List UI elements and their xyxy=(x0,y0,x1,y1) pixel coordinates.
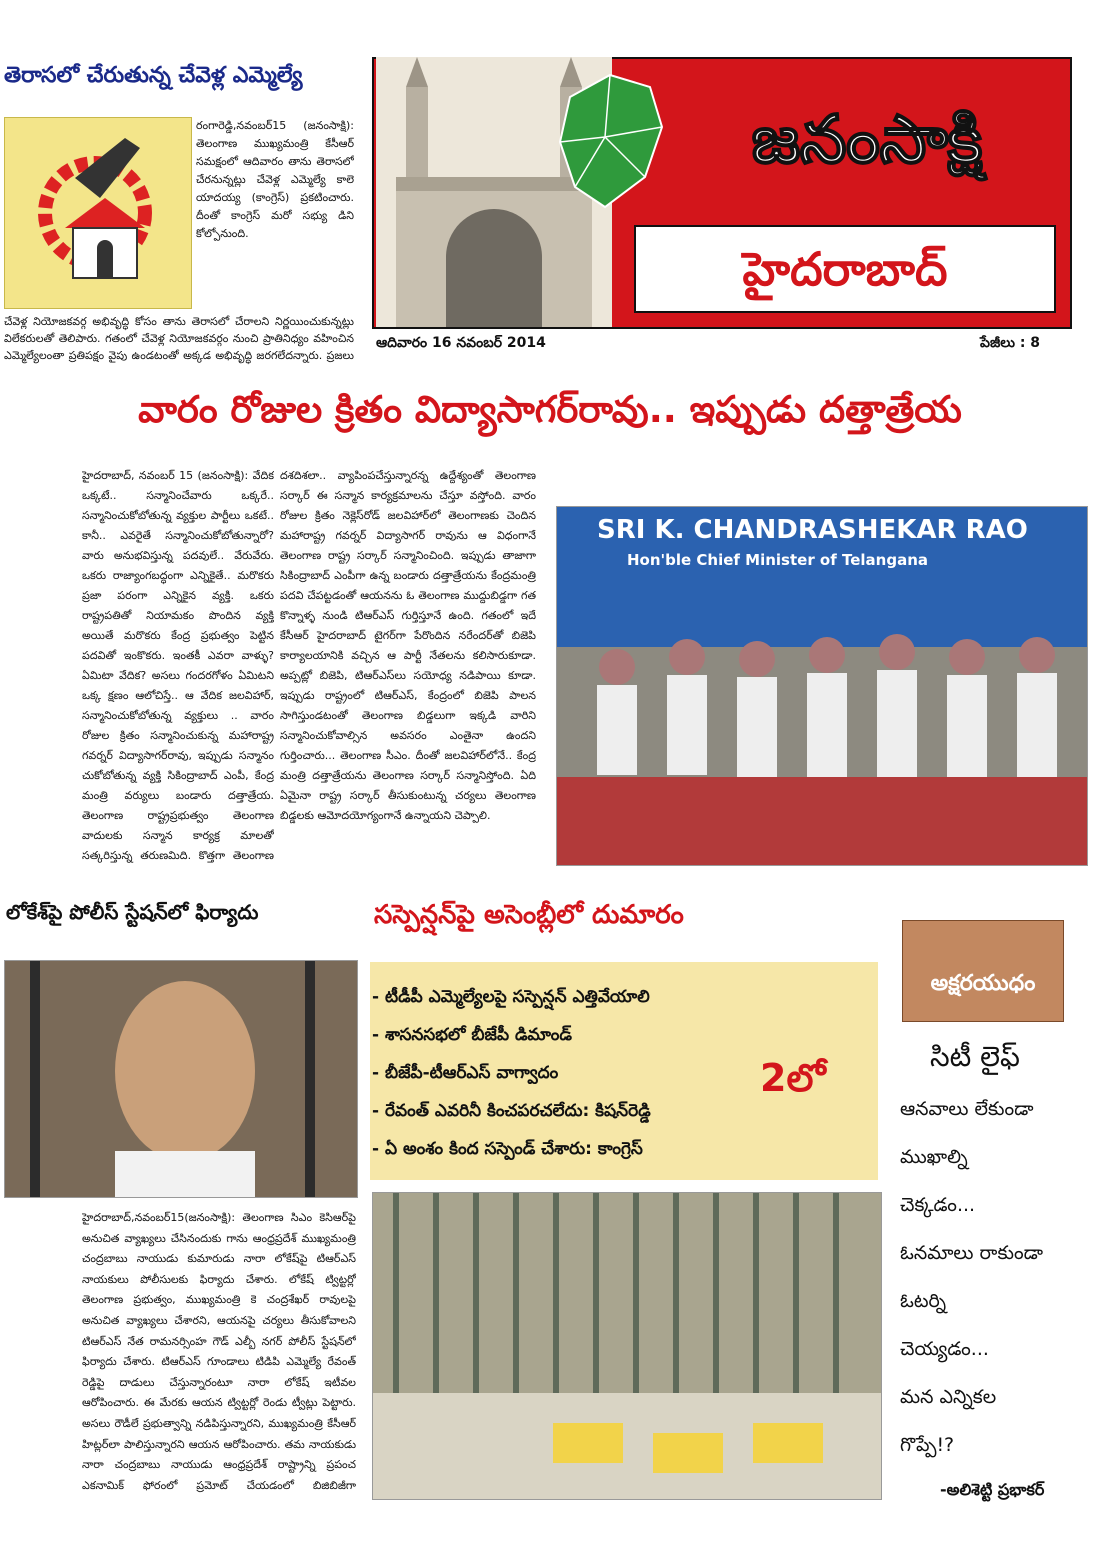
masthead-title: జనంసాక్షి xyxy=(751,101,983,178)
masthead xyxy=(372,57,1068,357)
column-author: -అలిశెట్టి ప్రభాకర్ xyxy=(940,1480,1045,1499)
assembly-bullet: - ఏ అంశం కింద సస్పెండ్ చేశారు: కాంగ్రెస్ xyxy=(372,1139,643,1159)
tdp-logo-image xyxy=(4,117,192,309)
page-count: పేజీలు : 8 xyxy=(980,335,1041,351)
column-poem xyxy=(900,1085,1090,1469)
assembly-protest-photo xyxy=(372,1192,882,1500)
poem-line: మన ఎన్నికల xyxy=(900,1386,997,1408)
telangana-map-image xyxy=(550,67,670,217)
assembly-bullets xyxy=(372,978,772,1168)
mla-story-side-text: రంగారెడ్డి,నవంబర్15 (జనంసాక్షి): తెలంగాణ ముఖ్యమంత్రి కేసీఆర్ సమక్షంలో ఆదివారం తాను తెరాసలో చేరనున్నట్లు చేవెళ్ల ఎమ్మెల్యే కాలె యాదయ్య (కాంగ్రెస్) ప్రకటించారు. దీంతో కాంగ్రెస్ మరో సభ్యు డిని కోల్పోనుంది. xyxy=(196,119,354,240)
lokesh-photo xyxy=(4,960,358,1198)
column-logo xyxy=(902,920,1064,1022)
edition-name: హైదరాబాద్ xyxy=(742,242,948,296)
assembly-headline: సస్పెన్షన్‌పై అసెంబ్లీలో దుమారం xyxy=(374,900,684,930)
assembly-bullet: - బీజేపీ-టీఆర్ఎస్ వాగ్వాదం xyxy=(372,1063,559,1083)
main-headline: వారం రోజుల క్రితం విద్యాసాగర్‌రావు.. ఇప్పుడు దత్తాత్రేయ xyxy=(138,388,962,431)
poem-line: ఓటర్ని xyxy=(900,1290,947,1312)
felicitation-photo xyxy=(556,506,1088,866)
mla-story-full-text: చేవెళ్ల నియోజకవర్గ అభివృద్ధి కోసం తాను తెరాసలో చేరాలని నిర్ణయించుకున్నట్లు విలేకరులతో తెలిపారు. గతంలో చేవెళ్ల నియోజకవర్గం నుంచి ప్రాతినిధ్యం వహించిన ఎమ్మెల్యేలంతా ప్రతిపక్షం వైపు ఉండటంతో అక్కడ అభివృద్ధి జరగలేదన్నారు. ప్రజలు xyxy=(4,315,354,362)
main-story-col2: దశదిశలా.. వ్యాపింపచేస్తున్నారన్న ఉద్దేశ్యంతో తెలంగాణ సర్కార్ ఈ సన్మాన కార్యక్రమాలను చేస్తూ వస్తోంది. వారం రోజుల క్రితం నెక్లెస్‌రోడ్ జలవిహార్‌లో తెలంగాణకు చెందిన మహారాష్ట్ర గవర్నర్ విద్యాసాగర్ రావును ఆ విధంగానే తెలంగాణ రాష్ట్ర సర్కార్ సన్మానించింది. ఇప్పుడు తాజాగా సికింద్రాబాద్ ఎంపీగా ఉన్న బండారు దత్తాత్రేయను కేంద్రమంత్రి పదవి చేపట్టడంతో ఆయనను ఓ తెలంగాణ ముద్దుబిడ్డగా గత కొన్నాళ్ళ నుండి టిఆర్ఎస్ గుర్తిస్తూనే ఉంది. గతంలో ఇదే కేసీఆర్ హైదరాబాద్ టైగర్‌గా పేరొందిన నరేందర్‌తో బిజెపి కార్యాలయానికి వచ్చిన ఆ పార్టీ నేతలను కలిసారుకూడా. అప్పట్లో బిజెపి, టిఆర్ఎస్‌లు సయోధ్య నడిపాయి కూడా. ఇప్పుడు రాష్ట్రంలో టిఆర్ఎస్, కేంద్రంలో బిజెపి పాలన సాగిస్తుండటంతో తెలంగాణ బిడ్డలుగా ఇక్కడి వారిని సన్మానించుకోవాల్సిన అవసరం ఎంతైనా ఉందని గుర్తించారు... తెలంగాణ సీఎం. దీంతో జలవిహార్‌లోనే.. కేంద్ర మంత్రి దత్తాత్రేయను తెలంగాణ సర్కార్ సన్మానిస్తోంది. ఏది ఏమైనా రాష్ట్ర సర్కార్ తీసుకుంటున్న చర్యలు తెలంగాణ బిడ్డలకు ఆమోదయోగ్యంగానే ఉన్నాయని చెప్పాలి. xyxy=(280,469,536,822)
assembly-bullet: - రేవంత్ ఎవరినీ కించపరచలేదు: కిషన్‌రెడ్డి xyxy=(372,1101,651,1121)
column-logo-text: అక్షరయుధం xyxy=(930,971,1036,996)
assembly-bullet: - టీడీపీ ఎమ్మెల్యేలపై సస్పెన్షన్ ఎత్తివేయాలి xyxy=(372,987,650,1007)
main-story-col1: హైదరాబాద్, నవంబర్ 15 (జనంసాక్షి): వేదిక ఒక్కటే.. సన్మానించేవారు ఒక్కరే.. సన్మానించుకోబోతున్న వ్యక్తుల పార్టీలు ఒకటే.. కానీ.. ఎవరైతే సన్మానించుకోబోతున్నారో? వారు అనుభవిస్తున్న పదవులే.. వేరువేరు. ఒకరు రాజ్యాంగబద్ధంగా ఎన్నికైతే.. మరొకరు ప్రజా పరంగా ఎన్నికైన వ్యక్తి. ఒకరు రాష్ట్రపతితో నియామకం పొందిన వ్యక్తి అయితే మరొకరు కేంద్ర ప్రభుత్వం పెట్టిన పదవితో ఇంకొకరు. ఇంతకీ ఎవరా వాళ్ళు? ఏమిటా వేదిక? అసలు గందరగోళం ఏమిటని ఒక్క క్షణం ఆలోచిస్తే.. ఆ వేదిక జలవిహార్, సన్మానించుకోబోతున్న వ్యక్తులు .. వారం రోజుల క్రితం సన్మానించుకున్న మహారాష్ట్ర గవర్నర్ విద్యాసాగర్‌రావు, ఇప్పుడు సన్మానం చుకోబోతున్న వ్యక్తి సికింద్రాబాద్ ఎంపీ, కేంద్ర మంత్రి వర్యులు బండారు దత్తాత్రేయ. తెలంగాణ రాష్ట్రప్రభుత్వం తెలంగాణ వాదులకు సన్మాన కార్యక్ర మాలతో సత్కరిస్తున్న తరుణమిది. కొత్తగా తెలంగాణ xyxy=(82,469,274,862)
poem-line: ఆనవాలు లేకుండా xyxy=(900,1098,1034,1120)
issue-date: ఆదివారం 16 నవంబర్ 2014 xyxy=(376,335,546,351)
mla-story xyxy=(0,55,362,365)
lokesh-story-text: హైదరాబాద్,నవంబర్15(జనంసాక్షి): తెలంగాణ సిఎం కెసిఆర్‌పై అనుచిత వ్యాఖ్యలు చేసినందుకు గాను ఆంధ్రప్రదేశ్ ముఖ్యమంత్రి చంద్రబాబు నాయుడు కుమారుడు నారా లోకేష్‌పై టిఆర్ఎస్ నాయకులు పోలీసులకు ఫిర్యాదు చేశారు. లోకేష్ ట్విట్టర్లో తెలంగాణ ప్రభుత్వం, ముఖ్యమంత్రి కె చంద్రశేఖర్ రావులపై అనుచిత వ్యాఖ్యలు చేశారని, ఆయనపై చర్యలు తీసుకోవాలని టిఆర్ఎస్ నేత రామనర్సింహ గౌడ్ ఎల్బీ నగర్ పోలీస్ స్టేషన్‌లో ఫిర్యాదు చేశారు. టిఆర్ఎస్ గూండాలు టిడిపి ఎమ్మెల్యే రేవంత్ రెడ్డిపై దాడులు చేస్తున్నారంటూ నారా లోకేష్ ఇటీవల ఆరోపించారు. ఈ మేరకు ఆయన ట్విట్టర్లో రెండు ట్వీట్లు పెట్టారు. అసలు రౌడీలే ప్రభుత్వాన్ని నడిపిస్తున్నారని, ముఖ్యమంత్రి కేసీఆర్ హిట్లర్‌లా పాలిస్తున్నారని ఆయన ఆరోపించారు. తమ నాయకుడు నారా చంద్రబాబు నాయుడు ఆంధ్రప్రదేశ్ రాష్ట్రాన్ని ప్రపంచ ఎకనామిక్ ఫోరంలో ప్రమోట్ చేయడంలో బిజిబిజీగా xyxy=(82,1211,356,1492)
assembly-bullet: - శాసనసభలో బీజేపీ డిమాండ్ xyxy=(372,1025,572,1045)
photo-banner-text: SRI K. CHANDRASHEKAR RAO xyxy=(597,515,1028,545)
lokesh-headline: లోకేశ్‌పై పోలీస్ స్టేషన్‌లో ఫిర్యాదు xyxy=(6,900,259,924)
poem-line: గొప్పే!? xyxy=(900,1434,955,1456)
photo-banner-sub: Hon'ble Chief Minister of Telangana xyxy=(627,551,929,569)
poem-line: ముఖాల్ని xyxy=(900,1146,968,1168)
assembly-page-ref: 2లో xyxy=(760,1056,826,1100)
poem-line: చెక్కడం... xyxy=(900,1194,976,1216)
poem-line: ఓనమాలు రాకుండా xyxy=(900,1242,1043,1264)
mla-story-headline: తెరాసలో చేరుతున్న చేవెళ్ల ఎమ్మెల్యే xyxy=(4,63,303,88)
poem-line: చెయ్యడం... xyxy=(900,1338,989,1360)
column-title: సిటీ లైఫ్ xyxy=(930,1040,1020,1073)
